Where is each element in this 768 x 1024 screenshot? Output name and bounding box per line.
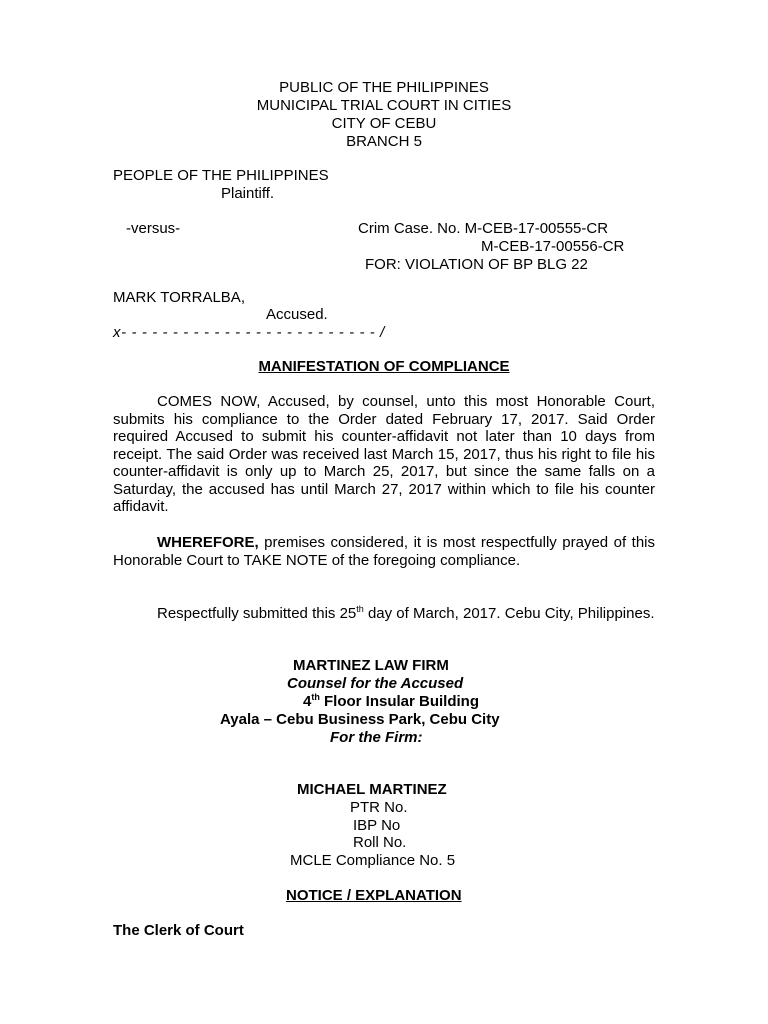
signatory-ibp: IBP No	[353, 817, 401, 834]
paragraph-3-text-after: day of March, 2017. Cebu City, Philippines.	[363, 605, 655, 622]
versus-label: -versus-	[126, 220, 181, 237]
signatory-name: MICHAEL MARTINEZ	[297, 781, 447, 798]
wherefore-lead: WHEREFORE,	[157, 534, 259, 551]
header-line-city: CITY OF CEBU	[331, 115, 437, 132]
firm-floor	[303, 693, 479, 711]
floor-ordinal-suffix: th	[311, 692, 320, 702]
paragraph-3-text-before: Respectfully submitted this 25	[157, 605, 357, 622]
signatory-roll: Roll No.	[353, 834, 407, 851]
header-line-republic: PUBLIC OF THE PHILIPPINES	[279, 79, 489, 96]
case-number-1: Crim Case. No. M-CEB-17-00555-CR	[358, 220, 609, 237]
accused-name: MARK TORRALBA,	[113, 289, 245, 306]
paragraph-1-text: COMES NOW, Accused, by counsel, unto this most Honorable Court, submits his compliance to the Order dated February 17, 2017. Said Order required Accused to submit his counter-affidavit not later than 10 days from receipt. The said Order was received last March 15, 2017, thus his right to file his counter-affidavit is only up to March 25, 2017, but since the same falls on a Saturday, the accused has until March 27, 2017 within which to file his counter affidavit.	[113, 393, 655, 515]
body-paragraph-2	[113, 534, 655, 569]
notice-addressee: The Clerk of Court	[113, 922, 244, 939]
violation-label: FOR: VIOLATION OF BP BLG 22	[365, 256, 588, 273]
floor-number: 4	[303, 693, 312, 710]
document-title: MANIFESTATION OF COMPLIANCE	[258, 358, 510, 375]
notice-title: NOTICE / EXPLANATION	[286, 887, 462, 904]
floor-building: Floor Insular Building	[319, 693, 480, 710]
header-line-court: MUNICIPAL TRIAL COURT IN CITIES	[256, 97, 512, 114]
firm-address: Ayala – Cebu Business Park, Cebu City	[220, 711, 500, 728]
firm-name: MARTINEZ LAW FIRM	[293, 657, 449, 674]
firm-role: Counsel for the Accused	[287, 675, 464, 692]
court-header	[0, 79, 768, 151]
case-number-2: M-CEB-17-00556-CR	[481, 238, 625, 255]
header-line-branch: BRANCH 5	[346, 133, 422, 150]
accused-role: Accused.	[266, 306, 328, 323]
signatory-ptr: PTR No.	[350, 799, 408, 816]
day-ordinal-suffix: th	[356, 604, 364, 614]
plaintiff-role: Plaintiff.	[221, 185, 275, 202]
paragraph-2-text: premises considered, it is most respectfully prayed of this Honorable Court to TAKE NOTE of the foregoing compliance.	[113, 534, 655, 569]
for-the-firm: For the Firm:	[330, 729, 423, 746]
signatory-mcle: MCLE Compliance No. 5	[290, 852, 456, 869]
document-title-block	[0, 358, 768, 376]
body-paragraph-3	[113, 605, 655, 623]
plaintiff-name: PEOPLE OF THE PHILIPPINES	[113, 167, 329, 184]
body-paragraph-1	[113, 393, 655, 516]
caption-separator: x- - - - - - - - - - - - - - - - - - - - - - - - - /	[113, 324, 385, 341]
